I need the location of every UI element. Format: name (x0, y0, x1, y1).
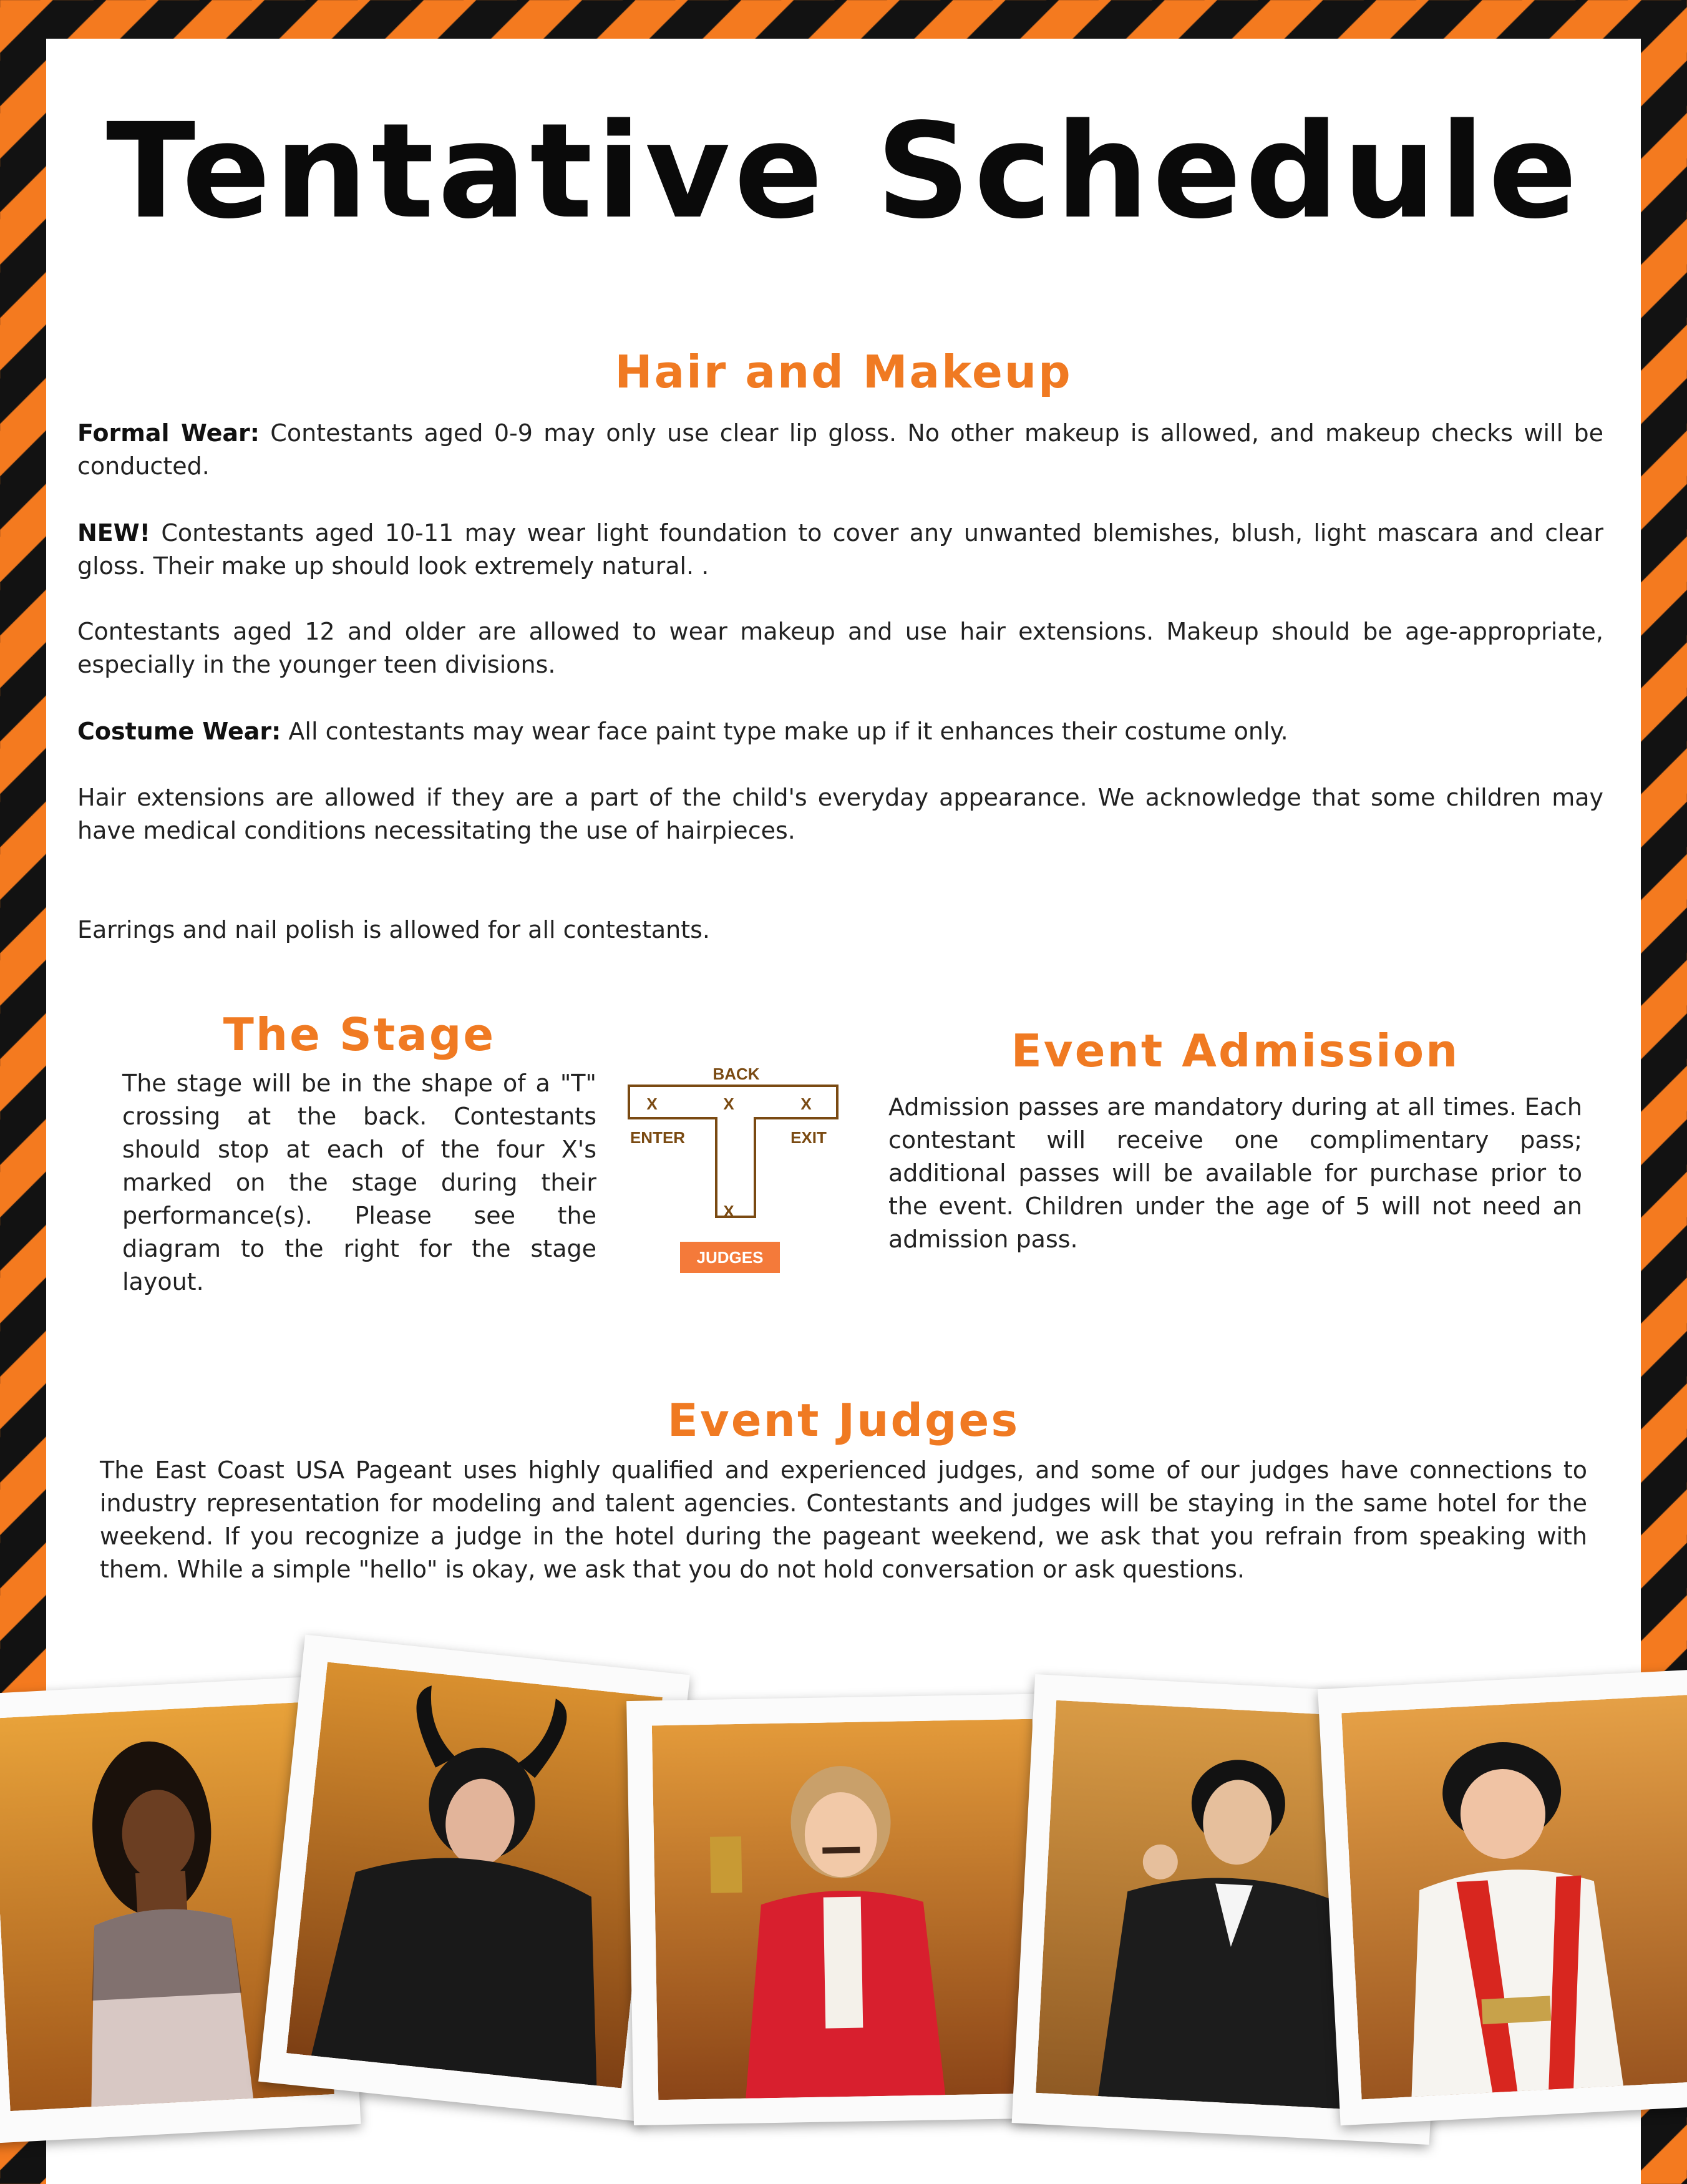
photo-contestant-horned-costume (286, 1662, 663, 2089)
stage-mark-right: X (800, 1094, 812, 1113)
judges-heading: Event Judges (667, 1394, 1020, 1446)
older-contestants-paragraph: Contestants aged 12 and older are allowed to wear makeup and use hair extensions. Makeup should be age-appropriate, especially in the younger teen divisions. (77, 618, 1603, 678)
photo-frame-5 (1318, 1669, 1687, 2126)
judges-paragraph: The East Coast USA Pageant uses highly qualified and experienced judges, and some of our judges have connections to industry representation for modeling and talent agencies. Contestants and judges will be staying in the same hotel for the weekend. If you recognize a judge in the hotel during the pageant weekend, we ask that you refrain from speaking with them. While a simple "hello" is okay, we ask that you do not hold conversation or ask questions. (100, 1456, 1587, 1583)
photo-frame-3 (626, 1694, 1064, 2125)
formal-wear-text: Contestants aged 0-9 may only use clear lip gloss. No other makeup is allowed, and makeup checks will be conducted. (77, 419, 1604, 480)
hair-extensions-paragraph: Hair extensions are allowed if they are a part of the child's everyday appearance. We acknowledge that some children may have medical conditions necessitating the use of hairpieces. (77, 784, 1603, 844)
hair-makeup-heading: Hair and Makeup (615, 346, 1072, 398)
photo-contestant-pirate-costume (652, 1719, 1039, 2100)
formal-wear-paragraph (77, 417, 1603, 483)
stage-heading: The Stage (223, 1008, 496, 1061)
stage-paragraph: The stage will be in the shape of a "T" crossing at the back. Contestants should stop at each of the four X's marked on the stage during their performance(s). Please see the diagram to the right for the stage layout. (122, 1070, 596, 1295)
stage-mark-center: X (723, 1094, 734, 1113)
judges-label: JUDGES (696, 1248, 764, 1267)
costume-wear-paragraph (77, 715, 1603, 748)
costume-wear-label: Costume Wear: (77, 718, 281, 745)
stage-enter-label: ENTER (630, 1128, 686, 1147)
stage-mark-runway: X (723, 1202, 734, 1221)
formal-wear-label: Formal Wear: (77, 419, 260, 447)
photo-frame-2 (258, 1635, 690, 2122)
page-title: Tentative Schedule (105, 95, 1582, 248)
earrings-paragraph: Earrings and nail polish is allowed for all contestants. (77, 916, 710, 943)
stage-back-label: BACK (712, 1065, 760, 1083)
stage-mark-left: X (646, 1094, 658, 1113)
admission-paragraph: Admission passes are mandatory during at all times. Each contestant will receive one complimentary pass; additional passes will be available for purchase prior to the event. Children under the age of 5 will not need an admission pass. (888, 1093, 1582, 1253)
photo-contestant-elvis-costume (1341, 1695, 1687, 2100)
costume-wear-text: All contestants may wear face paint type make up if it enhances their costume only. (281, 718, 1288, 745)
new-rule-text: Contestants aged 10-11 may wear light foundation to cover any unwanted blemishes, blush, light mascara and clear gloss. Their make up should look extremely natural. . (77, 519, 1603, 580)
new-label: NEW! (77, 519, 151, 547)
stage-exit-label: EXIT (790, 1128, 827, 1147)
stage-diagram (618, 1061, 855, 1279)
new-rule-paragraph (77, 517, 1603, 583)
admission-heading: Event Admission (1011, 1025, 1460, 1077)
